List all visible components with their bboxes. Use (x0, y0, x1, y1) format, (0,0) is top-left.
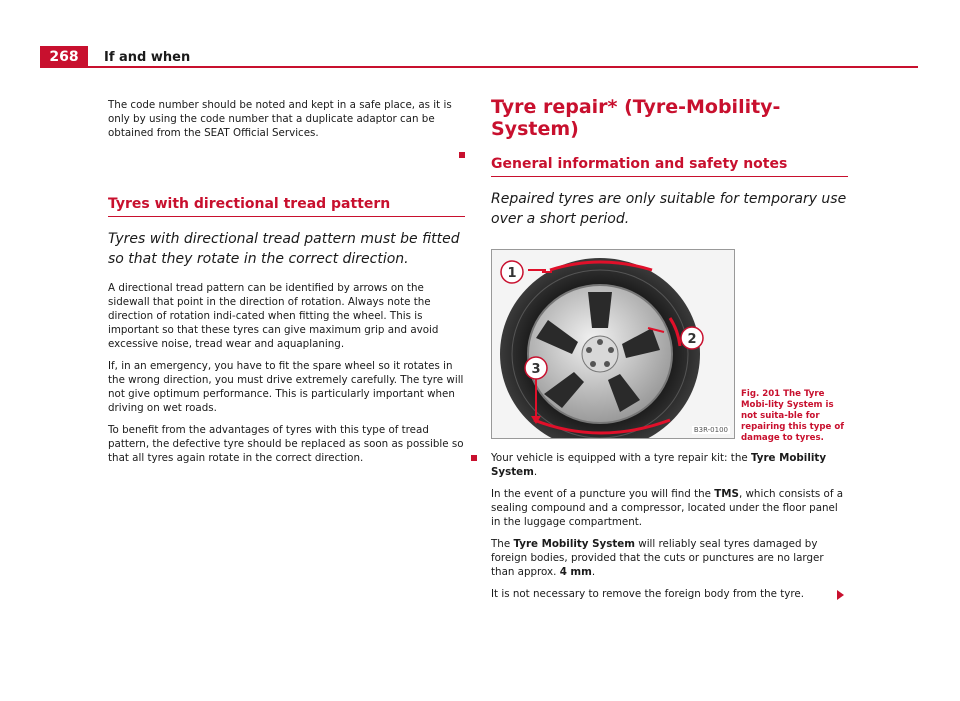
section-heading-directional: Tyres with directional tread pattern (108, 196, 465, 217)
paragraph-tms-4 (491, 587, 848, 601)
tyre-damage-illustration (491, 249, 735, 439)
left-column (108, 98, 465, 473)
paragraph-3 (108, 423, 465, 465)
intro-text: The code number should be noted and kept in a safe place, as it is only by using the code number that a duplicate adaptor can be obtained from the SEAT Official Services. (108, 99, 452, 139)
continue-arrow-icon (837, 590, 844, 600)
lead-directional: Tyres with directional tread pattern must be fitted so that they rotate in the correct direction. (108, 231, 460, 267)
p3-bold2: 4 mm (559, 566, 592, 578)
p4-text: It is not necessary to remove the foreign body from the tyre. (491, 588, 804, 600)
end-marker-square (471, 455, 477, 461)
p3-middle: will reliably seal tyres damaged by foreign bodies, provided that the cuts or punctures are no larger than approx. (491, 538, 824, 578)
end-marker (108, 148, 465, 156)
paragraph-tms-2 (491, 487, 848, 529)
p2-bold: TMS (714, 488, 739, 500)
intro-paragraph (108, 98, 465, 140)
figure-code: B3R-0100 (693, 426, 728, 434)
p3-after: . (591, 566, 596, 578)
callout-1 (501, 261, 523, 283)
p2-after: , which consists of a sealing compound and a compressor, located under the floor panel in the luggage compartment. (491, 488, 844, 528)
paragraph-1: A directional tread pattern can be identified by arrows on the sidewall that point in the direction of rotation. Always note the direction of rotation indi-cated when fitting the wheel. This is important so that these tyres can give maximum grip and avoid excessive noise, tread wear and aquaplaning. (108, 282, 439, 350)
p3-bold: Tyre Mobility System (513, 538, 635, 550)
wheel-svg (492, 250, 734, 438)
p1-before: Your vehicle is equipped with a tyre repair kit: the (491, 452, 751, 464)
end-marker-square (459, 152, 465, 158)
figure-caption: Fig. 201 The Tyre Mobi-lity System is not suita-ble for repairing this type of damage to tyres. (741, 389, 845, 443)
callout-2 (681, 327, 703, 349)
page-number-text: 268 (49, 49, 79, 65)
p3-before: The (491, 538, 514, 550)
paragraph-3-text: To benefit from the advantages of tyres with this type of tread pattern, the defective tyre should be replaced as soon as possible so that all tyres again rotate in the correct direction. (108, 424, 464, 464)
figure-201 (491, 249, 848, 443)
page-number (40, 46, 88, 68)
lead-tyre-repair: Repaired tyres are only suitable for temporary use over a short period. (491, 191, 847, 227)
callout-3-label: 3 (531, 362, 541, 377)
callout-3 (525, 357, 547, 379)
paragraph-tms-3 (491, 537, 848, 579)
callout-1-label: 1 (507, 266, 517, 281)
p2-before: In the event of a puncture you will find the (491, 488, 715, 500)
header-rule (40, 66, 918, 68)
running-title: If and when (104, 50, 191, 65)
p1-after: . (533, 466, 538, 478)
p1-bold: Tyre Mobility System (491, 452, 827, 478)
paragraph-2: If, in an emergency, you have to fit the spare wheel so it rotates in the wrong direction, you must drive extremely carefully. The tyre will not give optimum performance. This is particularly important when driving on wet roads. (108, 360, 464, 414)
right-column (491, 96, 848, 609)
callout-2-label: 2 (687, 332, 697, 347)
sub-heading-general-info: General information and safety notes (491, 156, 848, 177)
paragraph-tms-1 (491, 451, 848, 479)
main-heading-tyre-repair: Tyre repair* (Tyre-Mobility-System) (491, 96, 781, 140)
